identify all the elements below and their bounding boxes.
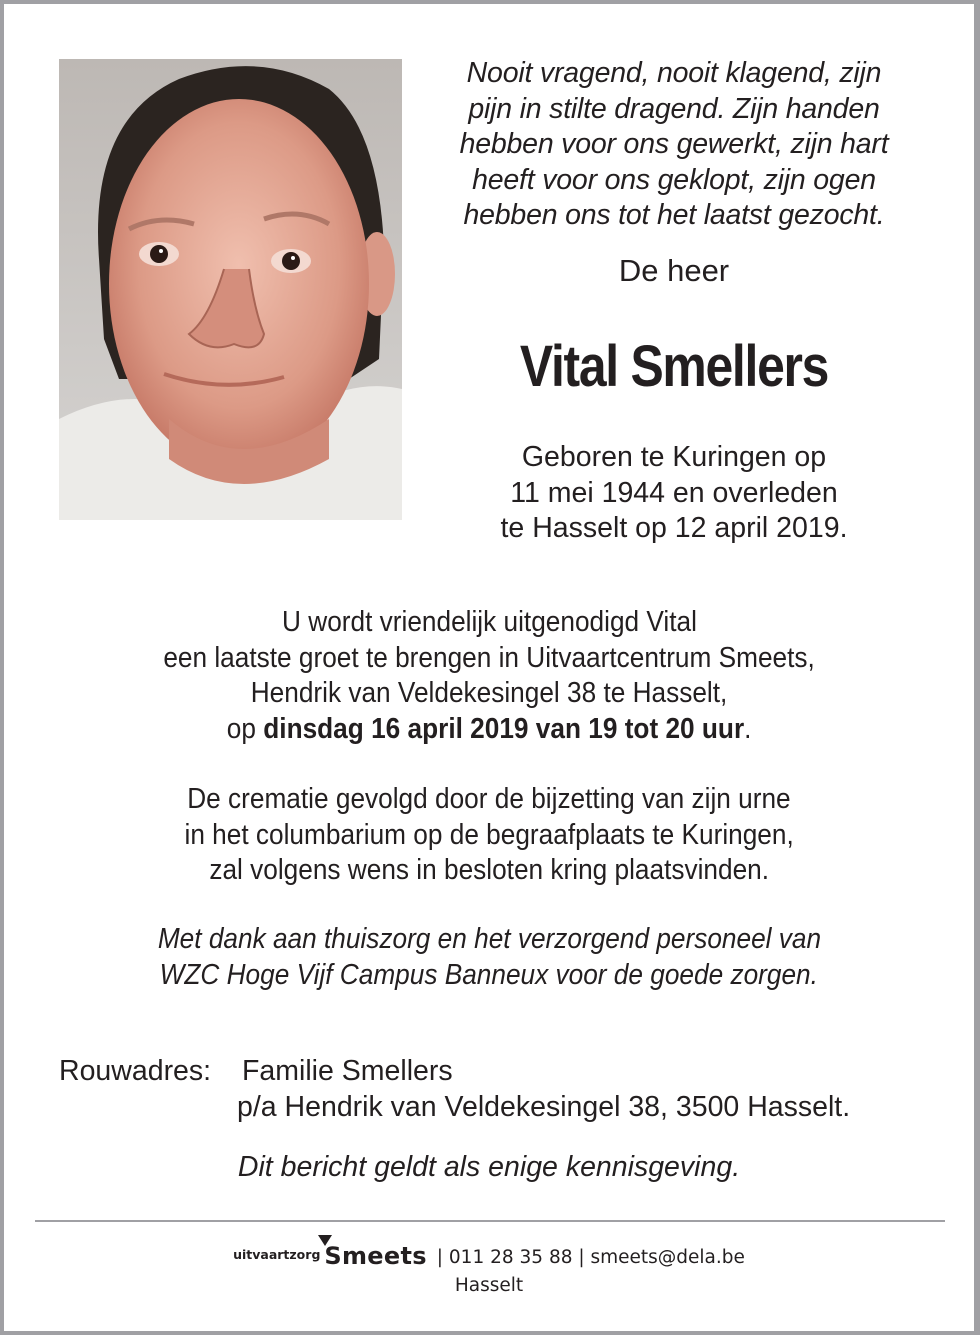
poem-line: hebben ons tot het laatst gezocht. <box>463 199 885 231</box>
brand-prefix: uitvaartzorg <box>233 1247 321 1262</box>
footer-contact: | 011 28 35 88 | smeets@dela.be <box>436 1247 745 1268</box>
poem-line: Nooit vragend, nooit klagend, zijn <box>466 57 882 89</box>
mourning-address-family: Familie Smellers <box>242 1055 453 1087</box>
footer-divider <box>35 1220 945 1222</box>
birth-line: te Hasselt op 12 april 2019. <box>500 512 848 544</box>
mourning-address-label: Rouwadres: <box>59 1055 212 1087</box>
salutation: De heer <box>618 253 730 288</box>
triangle-icon <box>318 1235 332 1246</box>
invitation-date-line: op dinsdag 16 april 2019 van 19 tot 20 uur. <box>226 712 752 745</box>
cremation-line: zal volgens wens in besloten kring plaatsvinden. <box>209 854 769 886</box>
footer-city: Hasselt <box>454 1275 524 1296</box>
mourning-address <box>59 1054 850 1125</box>
portrait-photo <box>59 59 402 520</box>
invitation-line: U wordt vriendelijk uitgenodigd Vital <box>281 606 697 638</box>
thanks-line: WZC Hoge Vijf Campus Banneux voor de goede zorgen. <box>159 958 819 991</box>
visitation-datetime: dinsdag 16 april 2019 van 19 tot 20 uur <box>263 712 745 745</box>
cremation-line: in het columbarium op de begraafplaats te Kuringen, <box>184 818 794 851</box>
notice-text: Dit bericht geldt als enige kennisgeving. <box>237 1151 741 1183</box>
thanks-line: Met dank aan thuiszorg en het verzorgend personeel van <box>157 923 821 955</box>
poem-line: pijn in stilte dragend. Zijn handen <box>468 92 880 125</box>
deceased-name: Vital Smellers <box>519 334 829 399</box>
brand-logo <box>324 1243 436 1271</box>
obituary-card <box>4 4 974 1331</box>
poem-line: hebben voor ons gewerkt, zijn hart <box>459 128 889 160</box>
cremation-line: De crematie gevolgd door de bijzetting van zijn urne <box>187 783 791 815</box>
birth-line: 11 mei 1944 en overleden <box>510 476 838 509</box>
mourning-address-street: p/a Hendrik van Veldekesingel 38, 3500 Hasselt. <box>237 1090 851 1123</box>
brand-name: Smeets <box>324 1242 427 1270</box>
invitation-paragraph <box>4 605 974 747</box>
birth-death-details <box>424 440 924 547</box>
cremation-paragraph <box>4 782 974 889</box>
memorial-poem <box>424 56 924 234</box>
invitation-line: een laatste groet te brengen in Uitvaartcentrum Smeets, <box>163 641 815 674</box>
invitation-line: Hendrik van Veldekesingel 38 te Hasselt, <box>250 677 728 709</box>
poem-line: heeft voor ons geklopt, zijn ogen <box>472 163 876 196</box>
thanks-paragraph <box>4 922 974 993</box>
funeral-home-footer <box>4 1242 974 1299</box>
birth-line: Geboren te Kuringen op <box>521 441 827 473</box>
footer-brand-line <box>233 1242 745 1271</box>
portrait-image <box>59 59 402 520</box>
